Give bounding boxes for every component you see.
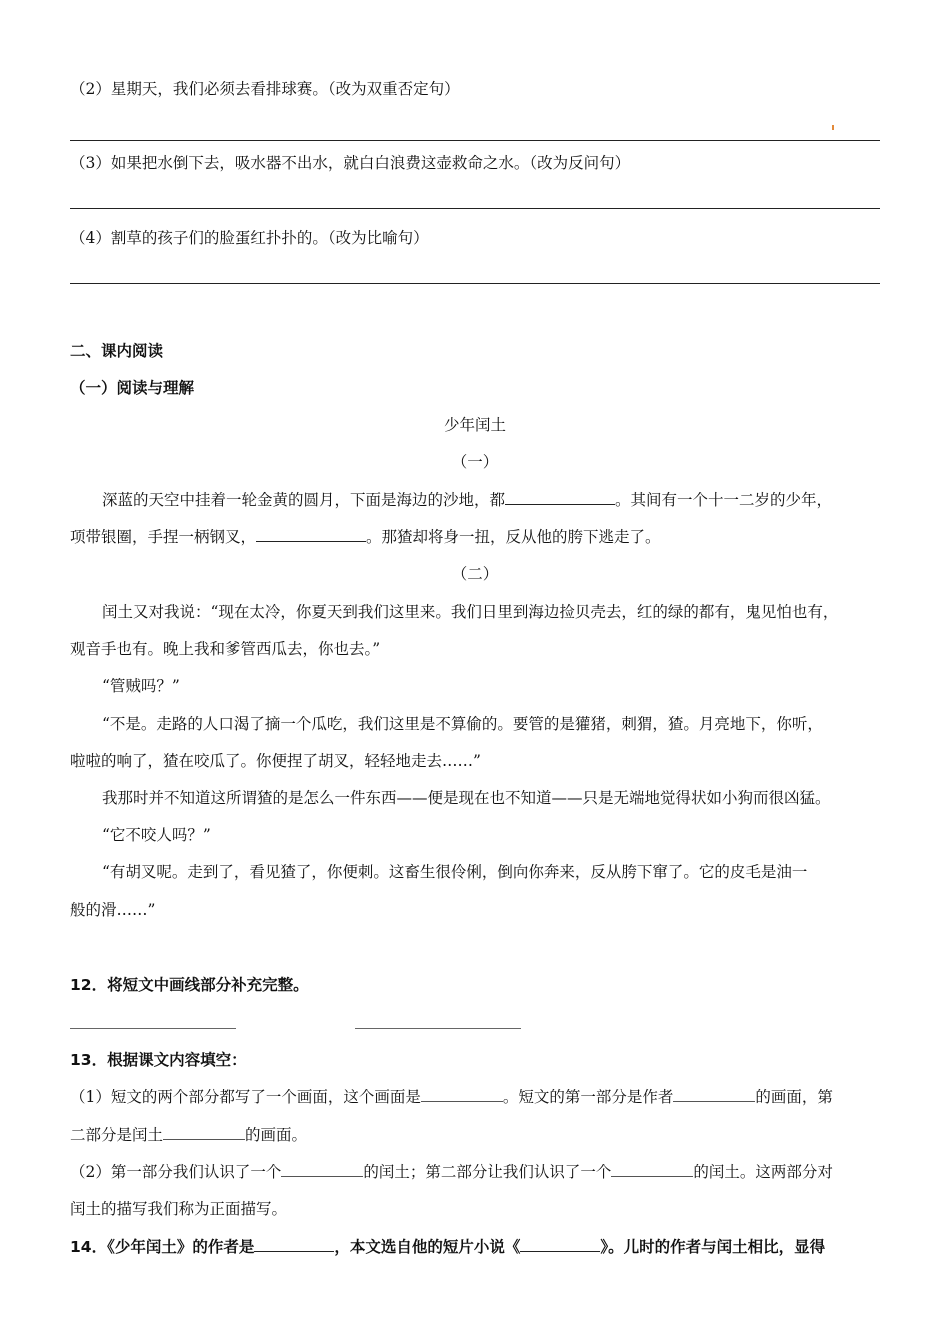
passage-paragraph-2: 闰土又对我说：“现在太冷，你夏天到我们这里来。我们日里到海边捡贝壳去，红的绿的都有，鬼见怕也有， — [102, 603, 839, 621]
q13-1-text-b: 。短文的第一部分是作者 — [502, 1088, 674, 1106]
fill-blank-q13-1c[interactable] — [163, 1124, 245, 1140]
q13-1-text-e: 的画面。 — [245, 1126, 308, 1144]
question-13-2-cont: 闰土的描写我们称为正面描写。 — [70, 1200, 288, 1218]
passage-paragraph-4-cont: 啦啦的响了，猹在咬瓜了。你便捏了胡叉，轻轻地走去……” — [70, 752, 481, 770]
section-subtitle: （一）阅读与理解 — [70, 379, 195, 397]
answer-blank-12-1[interactable] — [70, 1028, 236, 1029]
passage-paragraph-2-cont: 观音手也有。晚上我和爹管西瓜去，你也去。” — [70, 640, 381, 658]
answer-line[interactable] — [70, 283, 880, 284]
rewrite-item-2: （2）星期天，我们必须去看排球赛。（改为双重否定句） — [70, 80, 460, 98]
question-13: 13．根据课文内容填空： — [70, 1051, 247, 1069]
answer-blank-12-2[interactable] — [355, 1028, 521, 1029]
fill-blank-2[interactable] — [256, 526, 366, 542]
p1-text-a: 深蓝的天空中挂着一轮金黄的圆月，下面是海边的沙地，都 — [102, 491, 506, 509]
q14-text-b: ，本文选自他的短片小说《 — [334, 1238, 521, 1256]
question-12: 12．将短文中画线部分补充完整。 — [70, 976, 309, 994]
q13-2-text-a: （2）第一部分我们认识了一个 — [70, 1163, 282, 1181]
p1-text-c: 项带银圈，手捏一柄钢叉， — [70, 528, 257, 546]
q13-2-text-b: 的闰土；第二部分让我们认识了一个 — [363, 1163, 612, 1181]
section-title: 二、课内阅读 — [70, 342, 164, 360]
fill-blank-q13-1b[interactable] — [673, 1086, 755, 1102]
q14-text-c: 》。儿时的作者与闰土相比，显得 — [600, 1238, 826, 1256]
passage-title: 少年闰土 — [443, 416, 506, 434]
passage-paragraph-7-cont: 般的滑……” — [70, 901, 156, 919]
answer-line[interactable] — [70, 140, 880, 141]
q13-1-text-d: 二部分是闰土 — [70, 1126, 164, 1144]
rewrite-item-3: （3）如果把水倒下去，吸水器不出水，就白白浪费这壶救命之水。（改为反问句） — [70, 154, 631, 172]
answer-line[interactable] — [70, 208, 880, 209]
question-14 — [70, 1236, 880, 1258]
question-13-2 — [70, 1161, 880, 1183]
fill-blank-1[interactable] — [505, 489, 615, 505]
question-13-1-cont — [70, 1124, 880, 1146]
passage-paragraph-6: “它不咬人吗？” — [102, 826, 211, 844]
part-2-label: （二） — [451, 565, 499, 583]
orange-mark — [832, 125, 834, 130]
fill-blank-q13-2b[interactable] — [611, 1161, 693, 1177]
p1-text-b: 。其间有一个十一二岁的少年， — [615, 491, 833, 509]
q13-1-text-c: 的画面，第 — [755, 1088, 833, 1106]
q14-text-a: 14．《少年闰土》的作者是 — [70, 1238, 255, 1256]
q13-2-text-c: 的闰土。这两部分对 — [693, 1163, 833, 1181]
fill-blank-q14-book[interactable] — [520, 1236, 600, 1252]
question-13-1 — [70, 1086, 880, 1108]
fill-blank-q14-author[interactable] — [254, 1236, 334, 1252]
fill-blank-q13-2a[interactable] — [281, 1161, 363, 1177]
q13-1-text-a: （1）短文的两个部分都写了一个画面，这个画面是 — [70, 1088, 421, 1106]
part-1-label: （一） — [451, 453, 499, 471]
rewrite-item-4: （4）割草的孩子们的脸蛋红扑扑的。（改为比喻句） — [70, 229, 429, 247]
passage-paragraph-7: “有胡叉呢。走到了，看见猹了，你便刺。这畜生很伶俐，倒向你奔来，反从胯下窜了。它的皮毛是油一 — [102, 863, 808, 881]
fill-blank-q13-1a[interactable] — [421, 1086, 503, 1102]
passage-paragraph-1 — [102, 489, 880, 511]
passage-paragraph-4: “不是。走路的人口渴了摘一个瓜吃，我们这里是不算偷的。要管的是獾猪，刺猬，猹。月亮地下，你听， — [102, 715, 823, 733]
passage-paragraph-5: 我那时并不知道这所谓猹的是怎么一件东西——便是现在也不知道——只是无端地觉得状如小狗而很凶猛。 — [102, 789, 831, 807]
passage-paragraph-3: “管贼吗？” — [102, 677, 180, 695]
p1-text-d: 。那猹却将身一扭，反从他的胯下逃走了。 — [366, 528, 661, 546]
passage-paragraph-1-cont — [70, 526, 880, 548]
